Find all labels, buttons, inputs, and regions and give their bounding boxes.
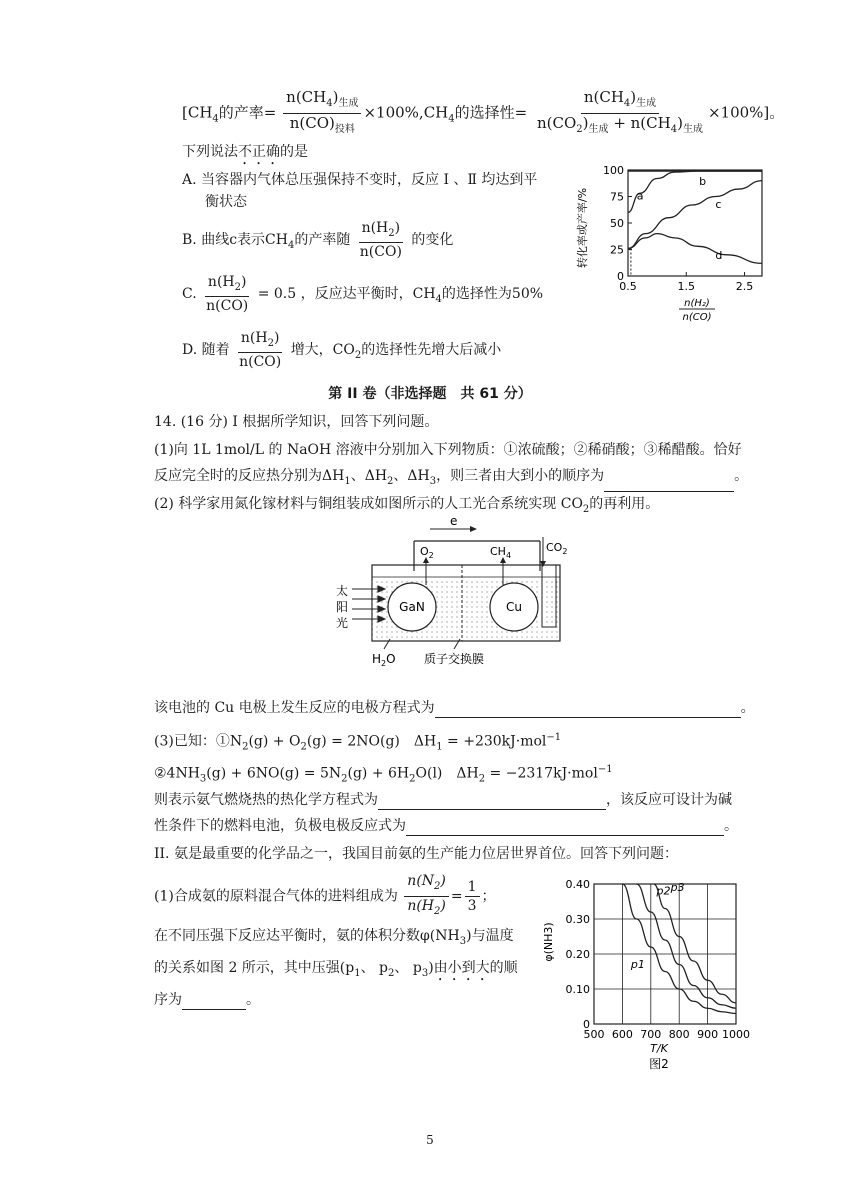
x-tick-label: 900 bbox=[697, 1028, 719, 1041]
p1-text: 、ΔH bbox=[350, 468, 388, 484]
x-tick-label: 1.5 bbox=[677, 280, 696, 293]
frac-num: n(H bbox=[240, 329, 268, 346]
p1-text: 、ΔH bbox=[393, 468, 430, 484]
gan-label: GaN bbox=[399, 600, 425, 614]
sun-label-2: 阳 bbox=[336, 600, 349, 614]
p1-text: 反应完全时的反应热分别为ΔH bbox=[154, 468, 345, 484]
p1-text: (1)合成氨的原料混合气体的进料组成为 bbox=[154, 888, 398, 905]
series-d-line bbox=[628, 234, 762, 264]
q14-p2: (2) 科学家用氮化镓材料与铜组装成如图所示的人工光合系统实现 $CO_2$的再利用。 bbox=[154, 496, 660, 515]
answer-blank[interactable] bbox=[435, 717, 741, 718]
frac-sub: 生成 bbox=[588, 124, 609, 135]
h2-co-fraction: $\frac{n(H_2)}{n(CO)}$ bbox=[203, 273, 251, 316]
p3-text: 则表示氨气燃烧热的热化学方程式为 bbox=[154, 792, 378, 808]
frac-den: n(H bbox=[407, 897, 434, 914]
series-d-label: d bbox=[715, 249, 723, 263]
option-b-text: 的产率随 bbox=[294, 232, 351, 248]
frac-num: ) bbox=[440, 873, 446, 889]
frac-den: ) bbox=[440, 897, 446, 914]
y-tick-label: 0.40 bbox=[565, 878, 590, 891]
o2-label: $O_2$ bbox=[420, 545, 434, 560]
electron-label: e bbox=[450, 515, 458, 528]
part2-p1-l4 bbox=[154, 990, 260, 1010]
formula-text: CH bbox=[187, 103, 213, 122]
p1-text: 。 bbox=[734, 468, 749, 484]
y-tick-label: 0.10 bbox=[565, 983, 590, 996]
frac-sub: 投料 bbox=[334, 124, 355, 135]
frac-sub: 生成 bbox=[682, 124, 703, 135]
frac-sub: 生成 bbox=[636, 98, 657, 109]
frac-num: n(H bbox=[361, 219, 389, 236]
formula-text: 的产率= bbox=[218, 103, 277, 122]
y-tick-label: 100 bbox=[603, 164, 624, 177]
series-p1-label: p1 bbox=[630, 958, 645, 971]
eq-text: = −2317kJ·mol bbox=[489, 765, 598, 782]
answer-blank[interactable] bbox=[182, 1009, 246, 1010]
answer-blank[interactable] bbox=[378, 809, 606, 810]
eq-text: (3)已知：①N bbox=[154, 733, 243, 750]
answer-blank[interactable] bbox=[604, 491, 734, 492]
option-b: B. 曲线c表示$CH_4$的产率随 $\frac{n(H_2)}{n(CO)}$ 的变化 bbox=[182, 219, 454, 261]
stem-emphasis: 不正确 bbox=[238, 144, 280, 160]
eq-text: ②4NH bbox=[154, 765, 200, 782]
n2-h2-fraction: $\frac{n(N_2)}{n(H_2)}$ bbox=[404, 872, 449, 921]
frac-den: + n(CH bbox=[613, 114, 671, 132]
x-tick-label: 600 bbox=[611, 1028, 633, 1041]
p2-text: 该电池的 Cu 电极上发生反应的电极方程式为 bbox=[154, 700, 435, 716]
x-axis-label: T/K bbox=[650, 1042, 668, 1055]
section-title: 第 II 卷（非选择题 共 61 分） bbox=[328, 386, 532, 402]
x-tick-label: 700 bbox=[640, 1028, 662, 1041]
frac-num: ) bbox=[630, 88, 637, 106]
y-tick-label: 50 bbox=[610, 217, 624, 230]
page-number: 5 bbox=[426, 1133, 434, 1147]
bracket-close: ]。 bbox=[763, 103, 785, 122]
option-a-cont bbox=[205, 192, 247, 212]
x-axis-label-den: n(CO) bbox=[682, 312, 712, 323]
frac-den: n(CO bbox=[537, 114, 577, 132]
conversion-chart bbox=[570, 158, 770, 326]
q14-p2-answer bbox=[154, 698, 755, 718]
p1-text: 在不同压强下反应达平衡时，氨的体积分数φ(NH bbox=[154, 928, 460, 944]
series-p2-line bbox=[637, 884, 736, 1008]
sun-label-1: 太 bbox=[336, 584, 349, 598]
frac-num: ) bbox=[273, 329, 280, 346]
p1-text: = bbox=[450, 888, 463, 905]
answer-blank[interactable] bbox=[406, 835, 724, 836]
option-c-text: C. bbox=[182, 286, 197, 302]
p1-text: 的顺 bbox=[489, 960, 518, 976]
formula-text: 的选择性= bbox=[454, 103, 528, 122]
p2-text: (2) 科学家用氮化镓材料与铜组装成如图所示的人工光合系统实现 CO bbox=[154, 496, 583, 512]
y-tick-label: 25 bbox=[610, 243, 624, 257]
frac-den: n(CO) bbox=[206, 298, 249, 315]
frac-num: n(H bbox=[207, 273, 235, 290]
option-a-text: A. 当容器内气体总压强保持不变时，反应 Ⅰ 、Ⅱ 均达到平 bbox=[182, 172, 538, 188]
formula-text: ×100%, bbox=[363, 103, 424, 122]
formula-text: ×100% bbox=[707, 103, 764, 122]
co2-label: $CO_2$ bbox=[546, 541, 568, 556]
frac-sub: 生成 bbox=[338, 98, 359, 109]
option-c: C. $\frac{n(H_2)}{n(CO)}$ = 0.5 ，反应达平衡时，$CH_4$的选择性为50% bbox=[182, 273, 544, 315]
water-label: $H_2O$ bbox=[372, 652, 396, 668]
one-third-fraction bbox=[465, 878, 480, 915]
option-b-text: B. 曲线c表示CH bbox=[182, 232, 288, 248]
frac-num: n(CH bbox=[583, 88, 624, 106]
option-b-text: 的变化 bbox=[411, 232, 454, 248]
option-d-text: 的选择性先增大后减小 bbox=[361, 342, 502, 358]
frac-num: ) bbox=[394, 219, 401, 236]
p1-text: 、 p bbox=[360, 960, 389, 976]
option-a-text: 衡状态 bbox=[205, 194, 247, 210]
series-p2-label: p2 bbox=[656, 884, 671, 898]
p1-text: ) bbox=[428, 960, 434, 976]
stem-text: 的是 bbox=[280, 144, 308, 160]
q14-p1-l2: 反应完全时的反应热分别为$\Delta H_1$、$\Delta H_2$、$\Delta H_3$，则三者由大到小的顺序为 。 bbox=[154, 466, 748, 492]
eq-text: (g) + O bbox=[248, 733, 301, 750]
x-tick-label: 800 bbox=[668, 1028, 690, 1041]
y-tick-label: 0 bbox=[583, 1018, 590, 1031]
selectivity-fraction: $\frac{n(CH_4)_{生成}}{n(CO_2)_{生成} + n(CH_4)_{生成}}$ bbox=[537, 88, 703, 135]
p1-text: )与温度 bbox=[466, 928, 514, 944]
x-tick-label: 0.5 bbox=[619, 280, 637, 293]
frac-num: n(N bbox=[407, 873, 435, 889]
frac-den: n(CO) bbox=[359, 244, 402, 261]
selectivity-formula: [$CH_4$的产率= $\frac{n(CH_4)_{生成}}{n(CO)_{投料}}$ $\times 100\%,CH_4$的选择性= $\frac{n(CH_4)_{生成}}{n(CO_2)_{生成} + n(CH_4)_{生成}}$ ×100%]。 bbox=[182, 88, 784, 142]
p2-text: 的再利用。 bbox=[589, 496, 660, 512]
chart2-ylabel: φ(NH3) bbox=[542, 922, 555, 962]
eq-text: (g) + 6H bbox=[347, 765, 410, 782]
h2-co-fraction: $\frac{n(H_2)}{n(CO)}$ bbox=[236, 329, 284, 372]
series-c-line bbox=[628, 181, 762, 249]
x-tick-label: 500 bbox=[583, 1028, 605, 1041]
p3-text: 。 bbox=[724, 818, 738, 834]
y-tick-label: 75 bbox=[610, 190, 624, 204]
frac-num: ) bbox=[240, 273, 247, 290]
option-d-text: 增大，CO bbox=[290, 342, 355, 358]
frac-num: 1 bbox=[465, 878, 480, 897]
p1-text: 。 bbox=[246, 992, 260, 1008]
p3-text: ，该反应可设计为碱 bbox=[606, 792, 732, 808]
eq-text: (g) + 6NO(g) = 5N bbox=[206, 765, 342, 782]
p2-text: 。 bbox=[740, 700, 755, 716]
series-c-label: c bbox=[715, 198, 722, 212]
eq-text: O(l) ΔH bbox=[415, 765, 479, 782]
option-c-text: 的选择性为50% bbox=[441, 286, 544, 302]
q14-p1: (1)向 1L 1mol/L 的 NaOH 溶液中分别加入下列物质：①浓硫酸；②稀硝酸；③稀醋酸。恰好 bbox=[154, 442, 742, 458]
y-tick-label: 0.20 bbox=[565, 948, 590, 961]
part2-p1-l2: 在不同压强下反应达平衡时，氨的体积分数$\varphi(NH_3)$与温度 bbox=[154, 928, 514, 947]
frac-den: ) bbox=[582, 114, 589, 132]
q14-head: 14. (16 分) I 根据所学知识，回答下列问题。 bbox=[154, 414, 439, 430]
series-p3-label: p3 bbox=[670, 881, 685, 894]
p1-text: 、 p bbox=[394, 960, 422, 976]
p1-text: ； bbox=[481, 888, 496, 905]
frac-den: ) bbox=[677, 114, 683, 132]
cu-label: Cu bbox=[506, 600, 522, 614]
p1-text: ，则三者由大到小的顺序为 bbox=[436, 468, 605, 484]
x-axis-label-num: n(H₂) bbox=[684, 298, 710, 309]
option-d-text: D. 随着 bbox=[182, 342, 230, 358]
q14-p3-l4 bbox=[154, 816, 738, 836]
x-tick-label: 1000 bbox=[722, 1028, 750, 1041]
frac-num: n(CH bbox=[286, 88, 327, 106]
chart-title: 图2 bbox=[649, 1057, 669, 1071]
stem-text: 下列说法 bbox=[182, 144, 238, 160]
q14-p3-l3 bbox=[154, 790, 732, 810]
y-tick-label: 0 bbox=[617, 270, 624, 283]
series-b-label: b bbox=[699, 174, 707, 188]
h2-co-fraction: $\frac{n(H_2)}{n(CO)}$ bbox=[357, 219, 405, 262]
nh3-fraction-chart bbox=[538, 872, 760, 1074]
y-tick-label: 0.30 bbox=[565, 913, 590, 926]
membrane-label: 质子交换膜 bbox=[424, 652, 485, 666]
bracket-open: [ bbox=[182, 103, 188, 122]
q13-stem bbox=[182, 142, 308, 168]
photo-cell-diagram bbox=[330, 515, 580, 670]
part2-p1-l3: 的关系如图 2 所示，其中压强($p_1$、 $p_2$、 $p_3$)由小到大的顺 bbox=[154, 960, 518, 979]
p3-text: 性条件下的燃料电池，负极电极反应式为 bbox=[154, 818, 406, 834]
frac-den: n(CO) bbox=[239, 354, 282, 371]
option-a bbox=[182, 170, 537, 190]
eq-text: (g) = 2NO(g) ΔH bbox=[306, 733, 437, 750]
yield-fraction: $\frac{n(CH_4)_{生成}}{n(CO)_{投料}}$ bbox=[283, 88, 361, 139]
frac-den: n(CO) bbox=[289, 114, 335, 132]
option-c-text: = 0.5 ，反应达平衡时，CH bbox=[257, 286, 436, 302]
chart1-ylabel: 转化率或产率/% bbox=[576, 187, 589, 269]
p1-text: 的关系如图 2 所示，其中压强(p bbox=[154, 960, 355, 976]
series-a-line bbox=[628, 171, 762, 212]
eq-text: = +230kJ·mol bbox=[447, 733, 547, 750]
q14-p3-l2: $②4NH_3(g) + 6NO(g) = 5N_2(g) + 6H_2O(l)$ $\Delta H_2 = -2317kJ\cdot mol^{-1}$ bbox=[154, 764, 613, 785]
p1-text: 序为 bbox=[154, 992, 182, 1008]
frac-den: 3 bbox=[467, 897, 477, 914]
formula-text: CH bbox=[423, 103, 449, 122]
part2-intro: II. 氨是最重要的化学品之一，我国目前氨的生产能力位居世界首位。回答下列问题： bbox=[154, 846, 678, 862]
sun-label-3: 光 bbox=[336, 616, 349, 630]
q14-p3-l1: (3)已知：$①N_2(g) + O_2(g) = 2NO(g)$ $\Delta H_1 = +230kJ\cdot mol^{-1}$ bbox=[154, 732, 562, 753]
series-a-label: a bbox=[636, 189, 644, 203]
x-tick-label: 2.5 bbox=[735, 280, 754, 293]
ch4-label: $CH_4$ bbox=[490, 545, 512, 560]
emphasis-text: 由小到大 bbox=[433, 960, 490, 976]
frac-num: ) bbox=[332, 88, 339, 106]
option-d: D. 随着 $\frac{n(H_2)}{n(CO)}$ 增大，$CO_2$的选择性先增大后减小 bbox=[182, 329, 502, 371]
part2-p1 bbox=[154, 872, 496, 921]
